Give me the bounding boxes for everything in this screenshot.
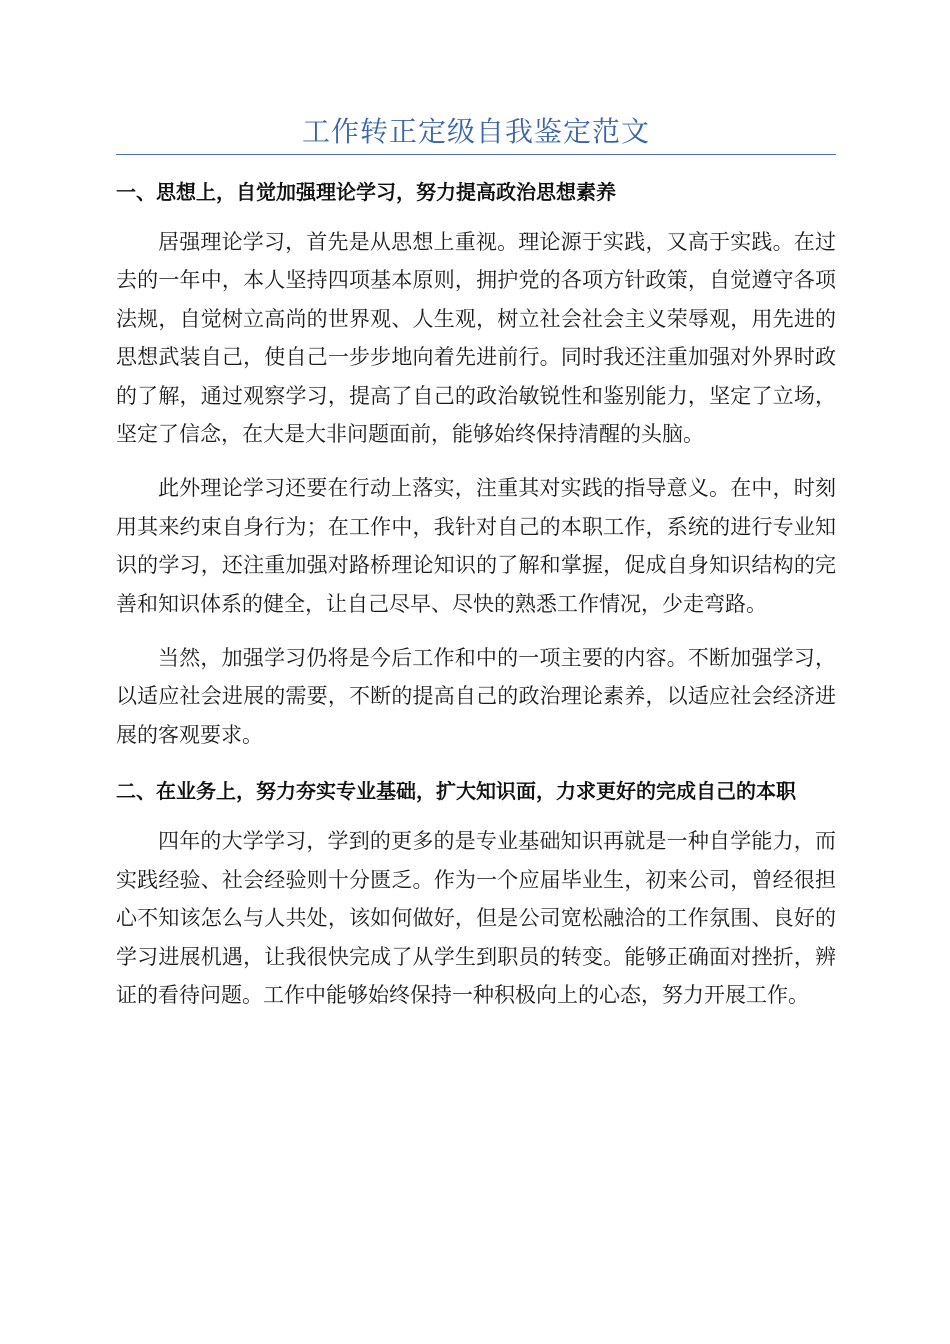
paragraph-1-2: 此外理论学习还要在行动上落实，注重其对实践的指导意义。在中，时刻用其来约束自身行为；在工作中，我针对自己的本职工作，系统的进行专业知识的学习，还注重加强对路桥理论知识的了解和掌握，促成自身知识结构的完善和知识体系的健全，让自己尽早、尽快的熟悉工作情况，少走弯路。 <box>116 476 836 616</box>
document-title: 工作转正定级自我鉴定范文 <box>116 112 836 155</box>
paragraph-1-1: 居强理论学习，首先是从思想上重视。理论源于实践，又高于实践。在过去的一年中，本人坚持四项基本原则，拥护党的各项方针政策，自觉遵守各项法规，自觉树立高尚的世界观、人生观，树立社会社会主义荣辱观，用先进的思想武装自己，使自己一步步地向着先进前行。同时我还注重加强对外界时政的了解，通过观察学习，提高了自己的政治敏锐性和鉴别能力，坚定了立场，坚定了信念，在大是大非问题面前，能够始终保持清醒的头脑。 <box>116 230 836 447</box>
section-heading-1: 一、思想上，自觉加强理论学习，努力提高政治思想素养 <box>116 180 616 204</box>
document-page <box>116 112 836 1014</box>
paragraph-1-3: 当然，加强学习仍将是今后工作和中的一项主要的内容。不断加强学习，以适应社会进展的需要，不断的提高自己的政治理论素养，以适应社会经济进展的客观要求。 <box>116 646 836 747</box>
paragraph-2-1: 四年的大学学习，学到的更多的是专业基础知识再就是一种自学能力，而实践经验、社会经验则十分匮乏。作为一个应届毕业生，初来公司，曾经很担心不知该怎么与人共处，该如何做好，但是公司宽松融洽的工作氛围、良好的学习进展机遇，让我很快完成了从学生到职员的转变。能够正确面对挫折，辨证的看待问题。工作中能够始终保持一种积极向上的心态，努力开展工作。 <box>116 829 836 1007</box>
section-heading-2: 二、在业务上，努力夯实专业基础，扩大知识面，力求更好的完成自己的本职 <box>116 779 796 804</box>
